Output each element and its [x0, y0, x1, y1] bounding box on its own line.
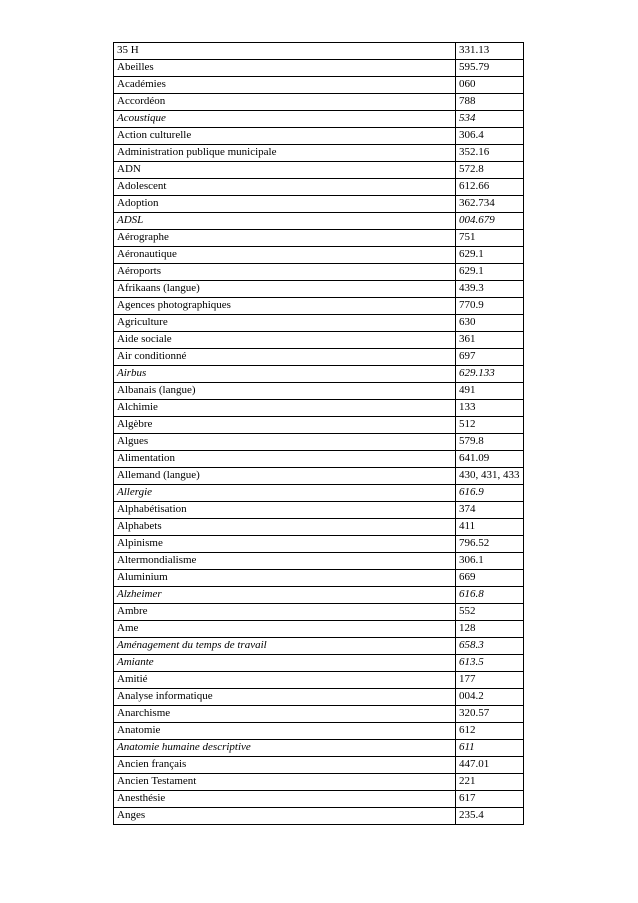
subject-term-cell: Amiante [114, 655, 456, 672]
subject-term-cell: Amitié [114, 672, 456, 689]
classification-code-cell: 641.09 [456, 451, 524, 468]
classification-code-cell: 629.1 [456, 247, 524, 264]
classification-code-cell: 629.133 [456, 366, 524, 383]
subject-term-cell: Anges [114, 808, 456, 825]
classification-code-cell: 512 [456, 417, 524, 434]
table-row [114, 43, 524, 60]
classification-code-cell: 629.1 [456, 264, 524, 281]
classification-code-cell: 751 [456, 230, 524, 247]
table-row [114, 672, 524, 689]
classification-code-cell: 552 [456, 604, 524, 621]
subject-term-cell: Aérographe [114, 230, 456, 247]
classification-code-cell: 616.8 [456, 587, 524, 604]
classification-code-cell: 611 [456, 740, 524, 757]
subject-term-cell: Anesthésie [114, 791, 456, 808]
table-row [114, 570, 524, 587]
classification-code-cell: 004.2 [456, 689, 524, 706]
classification-code-cell: 331.13 [456, 43, 524, 60]
table-row [114, 213, 524, 230]
subject-term-cell: Altermondialisme [114, 553, 456, 570]
subject-term-cell: Administration publique municipale [114, 145, 456, 162]
classification-code-cell: 630 [456, 315, 524, 332]
classification-code-cell: 362.734 [456, 196, 524, 213]
classification-code-cell: 595.79 [456, 60, 524, 77]
subject-term-cell: Aéronautique [114, 247, 456, 264]
table-row [114, 723, 524, 740]
subject-term-cell: Allemand (langue) [114, 468, 456, 485]
table-row [114, 655, 524, 672]
table-row [114, 536, 524, 553]
subject-term-cell: Agriculture [114, 315, 456, 332]
classification-code-cell: 447.01 [456, 757, 524, 774]
classification-code-cell: 616.9 [456, 485, 524, 502]
table-row [114, 604, 524, 621]
subject-term-cell: Alphabets [114, 519, 456, 536]
subject-term-cell: Air conditionné [114, 349, 456, 366]
table-row [114, 706, 524, 723]
subject-term-cell: Adoption [114, 196, 456, 213]
table-row [114, 383, 524, 400]
table-row [114, 128, 524, 145]
table-row [114, 77, 524, 94]
subject-term-cell: Adolescent [114, 179, 456, 196]
subject-term-cell: Aide sociale [114, 332, 456, 349]
classification-code-cell: 306.1 [456, 553, 524, 570]
subject-term-cell: Anatomie humaine descriptive [114, 740, 456, 757]
table-row [114, 791, 524, 808]
classification-code-cell: 612.66 [456, 179, 524, 196]
table-row [114, 264, 524, 281]
table-row [114, 281, 524, 298]
table-row [114, 162, 524, 179]
table-row [114, 502, 524, 519]
subject-term-cell: Albanais (langue) [114, 383, 456, 400]
table-row [114, 349, 524, 366]
table-row [114, 689, 524, 706]
table-row [114, 774, 524, 791]
table-row [114, 417, 524, 434]
classification-code-cell: 352.16 [456, 145, 524, 162]
table-row [114, 468, 524, 485]
classification-code-cell: 697 [456, 349, 524, 366]
classification-code-cell: 572.8 [456, 162, 524, 179]
subject-term-cell: Alchimie [114, 400, 456, 417]
table-row [114, 638, 524, 655]
subject-index-body [114, 43, 524, 825]
table-row [114, 621, 524, 638]
classification-code-cell: 374 [456, 502, 524, 519]
table-row [114, 298, 524, 315]
subject-term-cell: ADSL [114, 213, 456, 230]
subject-term-cell: Aluminium [114, 570, 456, 587]
table-row [114, 587, 524, 604]
subject-term-cell: Agences photographiques [114, 298, 456, 315]
subject-term-cell: Allergie [114, 485, 456, 502]
subject-term-cell: Anatomie [114, 723, 456, 740]
table-row [114, 179, 524, 196]
classification-code-cell: 133 [456, 400, 524, 417]
classification-code-cell: 128 [456, 621, 524, 638]
subject-term-cell: Académies [114, 77, 456, 94]
classification-code-cell: 796.52 [456, 536, 524, 553]
subject-term-cell: Action culturelle [114, 128, 456, 145]
table-row [114, 366, 524, 383]
subject-term-cell: Analyse informatique [114, 689, 456, 706]
classification-code-cell: 658.3 [456, 638, 524, 655]
classification-code-cell: 430, 431, 433 [456, 468, 524, 485]
subject-term-cell: ADN [114, 162, 456, 179]
subject-term-cell: Ancien Testament [114, 774, 456, 791]
subject-term-cell: 35 H [114, 43, 456, 60]
table-row [114, 247, 524, 264]
table-row [114, 230, 524, 247]
table-row [114, 111, 524, 128]
table-row [114, 757, 524, 774]
classification-code-cell: 770.9 [456, 298, 524, 315]
classification-code-cell: 491 [456, 383, 524, 400]
classification-code-cell: 617 [456, 791, 524, 808]
classification-code-cell: 004.679 [456, 213, 524, 230]
classification-code-cell: 361 [456, 332, 524, 349]
classification-code-cell: 534 [456, 111, 524, 128]
table-row [114, 553, 524, 570]
classification-code-cell: 579.8 [456, 434, 524, 451]
classification-code-cell: 788 [456, 94, 524, 111]
classification-code-cell: 235.4 [456, 808, 524, 825]
subject-term-cell: Airbus [114, 366, 456, 383]
table-row [114, 94, 524, 111]
table-row [114, 434, 524, 451]
classification-code-cell: 669 [456, 570, 524, 587]
table-row [114, 332, 524, 349]
classification-code-cell: 060 [456, 77, 524, 94]
table-row [114, 145, 524, 162]
table-row [114, 315, 524, 332]
classification-code-cell: 411 [456, 519, 524, 536]
subject-term-cell: Aéroports [114, 264, 456, 281]
classification-code-cell: 320.57 [456, 706, 524, 723]
classification-code-cell: 306.4 [456, 128, 524, 145]
subject-term-cell: Ancien français [114, 757, 456, 774]
subject-term-cell: Alphabétisation [114, 502, 456, 519]
subject-index-table [113, 42, 524, 825]
subject-term-cell: Algues [114, 434, 456, 451]
subject-term-cell: Aménagement du temps de travail [114, 638, 456, 655]
subject-term-cell: Alpinisme [114, 536, 456, 553]
table-row [114, 485, 524, 502]
classification-code-cell: 612 [456, 723, 524, 740]
table-row [114, 451, 524, 468]
table-row [114, 196, 524, 213]
classification-code-cell: 613.5 [456, 655, 524, 672]
subject-term-cell: Abeilles [114, 60, 456, 77]
table-row [114, 740, 524, 757]
table-row [114, 808, 524, 825]
classification-code-cell: 439.3 [456, 281, 524, 298]
table-row [114, 519, 524, 536]
subject-term-cell: Accordéon [114, 94, 456, 111]
subject-term-cell: Anarchisme [114, 706, 456, 723]
table-row [114, 400, 524, 417]
subject-term-cell: Algèbre [114, 417, 456, 434]
subject-term-cell: Acoustique [114, 111, 456, 128]
subject-term-cell: Afrikaans (langue) [114, 281, 456, 298]
subject-term-cell: Ambre [114, 604, 456, 621]
subject-term-cell: Alimentation [114, 451, 456, 468]
subject-term-cell: Ame [114, 621, 456, 638]
classification-code-cell: 221 [456, 774, 524, 791]
subject-term-cell: Alzheimer [114, 587, 456, 604]
table-row [114, 60, 524, 77]
classification-code-cell: 177 [456, 672, 524, 689]
